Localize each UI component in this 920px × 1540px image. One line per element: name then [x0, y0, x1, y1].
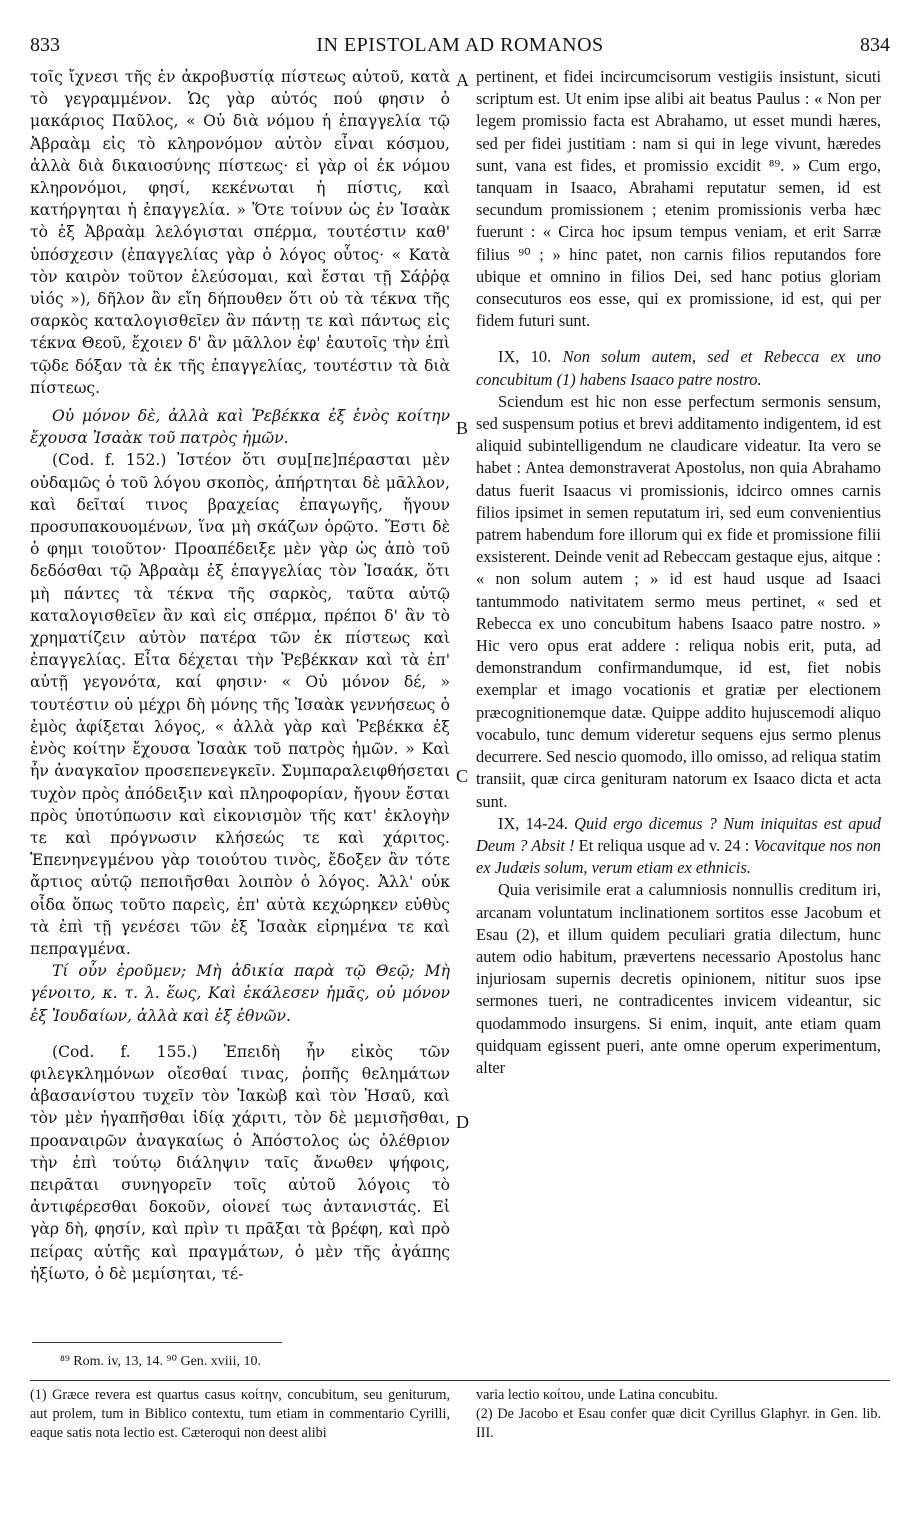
greek-paragraph: (Cod. f. 152.) Ἰστέον ὅτι συμ[πε]πέρασται μὲν οὐδαμῶς ὁ τοῦ λόγου σκοπὸς, ἀπήρτηται δὲ μᾶλλον, καὶ δεῖταί τινος βραχείας ἐπαγωγῆς, ἤγουν προσυπακουομένων, ἵνα μὴ σκάζων ὁρῷτο. Ἔστι δὲ ὁ φημι τοιοῦτον· Προαπέδειξε μὲν γὰρ ὡς ἀπὸ τοῦ δεδόσθαι τῷ Ἀβραὰμ ἐξ ἐπαγγελίας τὸν Ἰσαάκ, ὅτι μὴ πάντες τὰ τέκνα τῆς σαρκὸς, ταῦτα αὐτῷ καταλογισθεῖεν ἂν καὶ εἰς σπέρμα, πρέποι δ' ἂν τὸ χρηματίζειν αὐτὸν πατέρα τῶν ἐκ πίστεως καὶ ἐπαγγελίας. Εἶτα δέχεται τὴν Ῥεβέκκαν καὶ τὰ ἐπ' αὐτῇ γεγονότα, καί φησιν· « Οὐ μόνον δέ, » τουτέστιν οὐ μέχρι δὴ μόνης τῆς Ἰσαὰκ γεννήσεως ὁ ἐμὸς ἀφίξεται λόγος, « ἀλλὰ γὰρ καὶ Ῥεβέκκα ἐξ ἑνὸς κοίτην ἔχουσα Ἰσαὰκ τοῦ πατρὸς ἡμῶν. » Καὶ ἦν ἀναγκαῖον προσεπενεγκεῖν. Συμπαραλειφθήσεται τυχὸν πρὸς ἀπόδειξιν καὶ πληροφορίαν, ἤγουν ἔσται πρὸς ὑποτύπωσιν καὶ εἰκονισμὸν τῆς κατ' ἐκλογὴν τε καὶ πρόγνωσιν κλήσεώς τε καὶ χάριτος. Ἐπενηνεγμένου γὰρ τοιούτου τινὸς, ἔδοξεν ἂν τότε ἄρτιος αὐτῷ πεποιῆσθαι λοιπὸν ὁ λόγος. Ἀλλ' οὐκ οἶδα ὅπως τοῦτο παρεὶς, ἐπ' αὐτὰ κεχώρηκεν εὐθὺς τὰ ἐπὶ τῇ γενέσει τῶν ἐξ Ἰσαὰκ εἰρημένα τε καὶ πεπραγμένα.: [30, 451, 450, 958]
margin-marker-b: B: [456, 418, 469, 438]
footnote-rule: [30, 1380, 890, 1381]
lemma-text: Et reliqua usque ad v. 24 :: [574, 835, 754, 855]
footnote-1: [30, 1386, 450, 1443]
lemma-text: Quid ergo dicemus ? Num iniquitas est apud Deum ? Absit !: [476, 813, 881, 855]
footnote-2: (2) De Jacobo et Esau confer quæ dicit Cyrillus Glaphyr. in Gen. lib. III.: [476, 1406, 881, 1441]
latin-paragraph: Sciendum est hic non esse perfectum sermonis sensum, sed suspensum potius et brevi additamento indigentem, id est aliquid subintelligendum ne claudicare videatur. Ita vero se habet : Antea demonstraverat Apostolus, non quia Abrahamo datus fuerit Isaacus vi promissionis, idcirco omnes carnis filios ipsimet in semen reputatum iri, sed eum convenientius patrem habendum fore illorum qui ex fide et promissione filii exsisterent. Deinde venit ad Rebeccam gestaque ejus, aitque : « non solum autem ; » id est haud usque ad Isaaci tantummodo nativitatem sermo meus pertinet, « sed et Rebecca ex uno concubitum habens Isaaco patre nostro. » Hic vero opus erat addere : reliqua nobis erit, puta, ad demonstrandum confirmandumque, id est, fiet nobis exemplar et imago vocationis et gratiæ per electionem præcognitionemque datæ. Quippe addito hujuscemodi aliquo vocabulo, tunc demum videretur sequens ejus sermo plenus decurrere. Sed nescio quomodo, illo omisso, ad reliqua statim transiit, quæ circa genituram natorum ex Isaaco dicta et acta sunt.: [476, 391, 881, 811]
latin-column: [476, 66, 881, 1079]
lemma-text: Vocavitque nos non ex Judæis solum, verum etiam ex ethnicis.: [476, 835, 881, 878]
margin-marker-a: A: [456, 70, 469, 90]
margin-marker-c: C: [456, 766, 469, 786]
greek-paragraph: τοῖς ἴχνεσι τῆς ἐν ἀκροβυστίᾳ πίστεως αὐτοῦ, κατὰ τὸ γεγραμμένον. Ὡς γὰρ αὐτός πού φησιν ὁ μακάριος Παῦλος, « Οὐ διὰ νόμου ἡ ἐπαγγελία τῷ Ἀβραὰμ εἰς τὸ κληρονόμον αὐτὸν εἶναι κόσμου, ἀλλὰ διὰ δικαιοσύνης πίστεως· εἰ γὰρ οἱ ἐκ νόμου κληρονόμοι, φησί, κεκένωται ἡ πίστις, καὶ κατήργηται ἡ ἐπαγγελία. » Ὅτε τοίνυν ὡς ἐν Ἰσαὰκ τὸ ἐξ Ἀβραὰμ λελόγισται σπέρμα, τουτέστιν καθ' ὑπόσχεσιν (ἐπαγγελίας γὰρ ὁ λόγος οὗτος· « Κατὰ τὸν καιρὸν τοῦτον ἐλεύσομαι, καὶ ἔσται τῇ Σάῤῥᾳ υἱός »), δῆλον ἂν εἴη δήπουθεν ὅτι οὐ τὰ τέκνα τῆς σαρκὸς καταλογισθεῖεν ἂν πάντῃ τε καὶ πάντως εἰς τέκνα Θεοῦ, ἔχοιεν δ' ἂν μᾶλλον ἐφ' ἑαυτοῖς τὴν ἐπὶ τῷδε δόξαν τὰ ἐκ τῆς ἐπαγγελίας, τουτέστιν τὰ διὰ πίστεως.: [30, 68, 450, 397]
refs-rule: [32, 1342, 282, 1343]
page-header: [30, 34, 890, 60]
latin-paragraph: Quia verisimile erat a calumniosis nonnullis creditum iri, arcanam voluntatum inclinationem sortitos esse Jacobum et Esau (2), et illum quidem peculiari gratia dilectum, hunc autem odio habitum, prævertens necessario Apostolus hanc injuriosam supernis decretis opinionem, nititur suos ipse sermones tueri, ne contradicentes invicem videantur, sic quodammodo insurgens. Si enim, inquit, ante etiam quam quidquam egissent pueri, ante omne operum experimentum, alter: [476, 880, 881, 1077]
greek-paragraph: (Cod. f. 155.) Ἐπειδὴ ἦν εἰκὸς τῶν φιλεγκλημόνων οἴεσθαί τινας, ῥοπῆς θελημάτων ἀβασανίστου τυχεῖν τὸν Ἰακὼβ καὶ τὸν Ἡσαῦ, καὶ τὸν μὲν ἠγαπῆσθαι ἰδίᾳ χάριτι, τὸν δὲ μεμισῆσθαι, προαναιρῶν ἀναγκαίως ὁ Ἀπόστολος ὡς ὀλέθριον τὴν ἐπὶ τούτῳ διάληψιν ταῖς ἄνωθεν ψήφοις, πειρᾶται συνηγορεῖν τοῖς αὐτοῦ λόγοις τὸ ἀντιφέρεσθαι δοκοῦν, οἱονεί τως ἀντανιστάς. Εἰ γὰρ δὴ, φησίν, καὶ πρὶν τι πρᾶξαι τὰ βρέφη, καὶ πρὸ πείρας αὐτῆς καὶ πραγμάτων, ὁ μὲν τῆς ἀγάπης ἠξίωτο, ὁ δὲ μεμίσηται, τέ-: [30, 1042, 450, 1283]
scripture-references: ⁸⁹ Rom. iv, 13, 14. ⁹⁰ Gen. xviii, 10.: [60, 1354, 261, 1369]
latin-lemma: [476, 346, 881, 390]
lemma-reference: IX, 10.: [498, 347, 552, 367]
latin-lemma: [476, 813, 881, 880]
lemma-reference: IX, 14-24.: [498, 813, 568, 833]
greek-column: [30, 66, 450, 1285]
greek-lemma: Οὐ μόνον δὲ, ἀλλὰ καὶ Ῥεβέκκα ἐξ ἑνὸς κοίτην ἔχουσα Ἰσαὰκ τοῦ πατρὸς ἡμῶν.: [30, 407, 450, 448]
page-number-left: 833: [30, 34, 60, 56]
footnote-text: varia lectio κοίτου, unde Latina concubitu.: [476, 1387, 719, 1403]
page-number-right: 834: [860, 34, 890, 56]
margin-marker-d: D: [456, 1112, 469, 1132]
greek-lemma: Τί οὖν ἐροῦμεν; Μὴ ἀδικία παρὰ τῷ Θεῷ; Μὴ γένοιτο, κ. τ. λ. ἕως, Καὶ ἐκάλεσεν ἡμᾶς, οὐ μόνον ἐξ Ἰουδαίων, ἀλλὰ καὶ ἐξ ἐθνῶν.: [30, 962, 450, 1025]
lemma-text: Non solum autem, sed et Rebecca ex uno concubitum (1) habens Isaaco patre nostro.: [476, 347, 881, 389]
latin-paragraph: pertinent, et fidei incircumcisorum vestigiis insistunt, sicuti scriptum est. Ut enim ipse alibi ait beatus Paulus : « Non per legem promissio facta est Abrahamo, ut esset mundi hæres, sed per fidei justitiam : nam si qui in lege vivunt, hæredes sunt, vana est fides, et promissio excidit ⁸⁹. » Cum ergo, tanquam in Isaaco, Abrahami reputatur semen, id est secundum promissionem ; etenim promissionis verba hæc fuerunt : « Circa hoc ipsum tempus veniam, et erit Sarræ filius ⁹⁰ ; » hinc patet, non carnis filios reputandos fore ubique et omnino in filios Dei, sed hanc potius gloriam consecuturos eos esse, qui ex promissione, id est, qui per fidem futuri sunt.: [476, 67, 881, 331]
footnotes-right: [476, 1386, 881, 1443]
footnote-text: (1) Græce revera est quartus casus κοίτην, concubitum, seu geniturum, aut prolem, tum in Biblico contextu, tum etiam in commentario Cyrilli, eaque satis nota lectio est. Cæteroqui non deest alibi: [30, 1387, 450, 1441]
running-title: IN EPISTOLAM AD ROMANOS: [316, 34, 604, 56]
